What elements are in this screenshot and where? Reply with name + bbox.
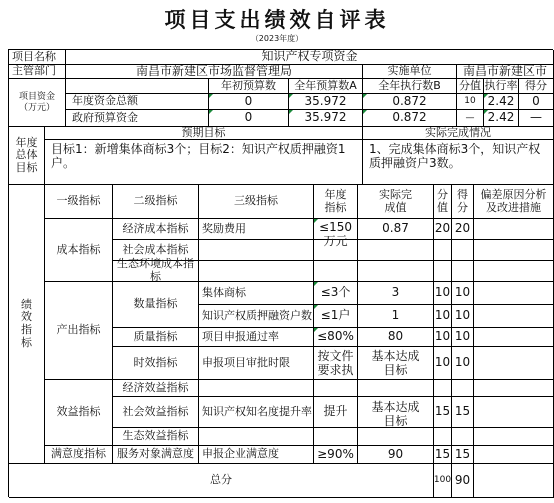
ind-header-score: 得分 [452, 185, 474, 219]
funds-row-gov-name: 政府预算资金 [66, 110, 209, 127]
group-output: 产出指标 [45, 282, 113, 380]
funds-row-total-rate: 2.42 [484, 94, 519, 110]
ind-header-target: 年度指标 [314, 185, 358, 219]
ind-row-target [314, 428, 358, 446]
ind-row-target: ≤1户 [314, 305, 358, 328]
funds-row-total-executed: 0.872 [363, 94, 457, 110]
ind-row-actual: 3 [358, 282, 434, 305]
ind-row-target: ≤3个 [314, 282, 358, 305]
ind-row-weight: 10 [434, 347, 452, 380]
ind-row-target: 按文件要求执 [314, 347, 358, 380]
ind-row-l3 [199, 240, 314, 261]
ind-row-l3: 知识产权质押融资户数 [199, 305, 314, 328]
ind-row-target [314, 380, 358, 397]
ind-row-weight [434, 261, 452, 282]
funds-row-total-initial: 0 [209, 94, 289, 110]
ind-row-l2: 经济成本指标 [113, 219, 199, 240]
goals-actual-label: 实际完成情况 [363, 127, 554, 140]
ind-header-actual: 实际完成值 [358, 185, 434, 219]
funds-row-total-weight: 10 [457, 94, 484, 110]
ind-row-weight: 15 [434, 446, 452, 464]
ind-row-note [474, 380, 554, 397]
ind-row-weight: 10 [434, 328, 452, 347]
ind-row-l3: 知识产权知名度提升率 [199, 397, 314, 428]
ind-row-l3: 奖励费用 [199, 219, 314, 240]
ind-row-actual: 基本达成目标 [358, 347, 434, 380]
ind-header-level3: 三级指标 [199, 185, 314, 219]
ind-row-l3: 申报企业满意度 [199, 446, 314, 464]
ind-row-l2: 服务对象满意度 [113, 446, 199, 464]
ind-row-note [474, 446, 554, 464]
goals-actual-text: 1、完成集体商标3个，知识产权质押融资户3数。 [363, 140, 554, 185]
ind-header-note: 偏差原因分析及改进措施 [474, 185, 554, 219]
ind-row-score [452, 428, 474, 446]
page-title: 项目支出绩效自评表 [164, 8, 390, 32]
ind-row-actual: 基本达成目标 [358, 397, 434, 428]
funds-header-initial: 年初预算数 [209, 79, 289, 94]
ind-row-weight: 10 [434, 282, 452, 305]
ind-row-l3: 集体商标 [199, 282, 314, 305]
ind-row-weight [434, 240, 452, 261]
ind-row-target: 提升 [314, 397, 358, 428]
dept-value: 南昌市新建区市场监督管理局 [66, 65, 363, 79]
ind-row-l2: 经济效益指标 [113, 380, 199, 397]
funds-header-rate: 执行率 [484, 79, 519, 94]
ind-row-score: 10 [452, 328, 474, 347]
funds-header-score: 得分 [519, 79, 554, 94]
indicators-side-label: 绩效指标 [9, 185, 45, 464]
funds-row-gov-score: — [519, 110, 554, 127]
ind-row-note [474, 397, 554, 428]
ind-row-score: 20 [452, 219, 474, 240]
ind-row-target [314, 240, 358, 261]
ind-row-target: ≤80% [314, 328, 358, 347]
ind-row-actual: 0.87 [358, 219, 434, 240]
ind-row-score [452, 380, 474, 397]
ind-row-actual: 90 [358, 446, 434, 464]
ind-row-weight: 15 [434, 397, 452, 428]
group-satisfaction: 满意度指标 [45, 446, 113, 464]
ind-row-note [474, 328, 554, 347]
dept-label: 主管部门 [9, 65, 66, 79]
funds-header-annual: 全年预算数A [289, 79, 363, 94]
goals-expected-text: 目标1：新增集体商标3个；目标2：知识产权质押融资1户。 [45, 140, 363, 185]
goals-label: 年度总体目标 [9, 127, 45, 185]
ind-row-l2: 时效指标 [113, 347, 199, 380]
ind-row-l2: 生态环境成本指标 [113, 261, 199, 282]
ind-row-l2: 数量指标 [113, 282, 199, 328]
ind-row-actual: 1 [358, 305, 434, 328]
total-label: 总分 [9, 464, 434, 498]
ind-row-actual [358, 240, 434, 261]
ind-row-note [474, 347, 554, 380]
funds-header-blank [66, 79, 209, 94]
group-benefit: 效益指标 [45, 380, 113, 446]
ind-row-l3: 申报项目审批时限 [199, 347, 314, 380]
impl-label: 实施单位 [363, 65, 457, 79]
ind-row-score: 10 [452, 305, 474, 328]
ind-row-actual [358, 380, 434, 397]
goals-expected-label: 预期目标 [45, 127, 363, 140]
ind-row-score: 10 [452, 347, 474, 380]
funds-row-total-score: 0 [519, 94, 554, 110]
total-score: 90 [452, 464, 474, 498]
funds-header-weight: 分值 [457, 79, 484, 94]
ind-row-score: 10 [452, 282, 474, 305]
ind-row-l2: 质量指标 [113, 328, 199, 347]
ind-row-l3 [199, 261, 314, 282]
ind-row-target [314, 261, 358, 282]
group-cost: 成本指标 [45, 219, 113, 282]
ind-row-weight: 10 [434, 305, 452, 328]
ind-row-l3: 项目申报通过率 [199, 328, 314, 347]
ind-row-weight: 20 [434, 219, 452, 240]
ind-row-score: 15 [452, 397, 474, 428]
funds-row-gov-rate: 2.42 [484, 110, 519, 127]
evaluation-table [8, 49, 553, 497]
project-name-label: 项目名称 [9, 50, 66, 65]
funds-row-gov-weight: — [457, 110, 484, 127]
ind-row-actual [358, 428, 434, 446]
total-weight: 100 [434, 464, 452, 498]
ind-row-target: ≤150万元 [314, 219, 358, 240]
ind-row-note [474, 219, 554, 240]
funds-row-gov-executed: 0.872 [363, 110, 457, 127]
ind-row-note [474, 282, 554, 305]
ind-row-actual: 80 [358, 328, 434, 347]
page-subtitle: （2023年度） [250, 34, 304, 43]
funds-label: 项目资金（万元） [9, 79, 66, 127]
ind-row-note [474, 261, 554, 282]
ind-row-target: ≥90% [314, 446, 358, 464]
ind-row-score [452, 261, 474, 282]
ind-header-weight: 分值 [434, 185, 452, 219]
ind-row-note [474, 305, 554, 328]
funds-row-total-annual: 35.972 [289, 94, 363, 110]
ind-row-l2: 社会效益指标 [113, 397, 199, 428]
funds-row-gov-annual: 35.972 [289, 110, 363, 127]
ind-row-score: 15 [452, 446, 474, 464]
funds-row-gov-initial: 0 [209, 110, 289, 127]
ind-row-note [474, 428, 554, 446]
ind-row-l3 [199, 428, 314, 446]
total-note [474, 464, 554, 498]
ind-header-level2: 二级指标 [113, 185, 199, 219]
funds-row-total-name: 年度资金总额 [66, 94, 209, 110]
ind-row-l3 [199, 380, 314, 397]
ind-row-actual [358, 261, 434, 282]
ind-row-l2: 社会成本指标 [113, 240, 199, 261]
impl-value: 南昌市新建区市 [457, 65, 554, 79]
ind-row-weight [434, 380, 452, 397]
project-name-value: 知识产权专项资金 [66, 50, 554, 65]
ind-row-weight [434, 428, 452, 446]
ind-row-score [452, 240, 474, 261]
ind-header-level1: 一级指标 [45, 185, 113, 219]
ind-row-l2: 生态效益指标 [113, 428, 199, 446]
ind-row-note [474, 240, 554, 261]
funds-header-executed: 全年执行数B [363, 79, 457, 94]
